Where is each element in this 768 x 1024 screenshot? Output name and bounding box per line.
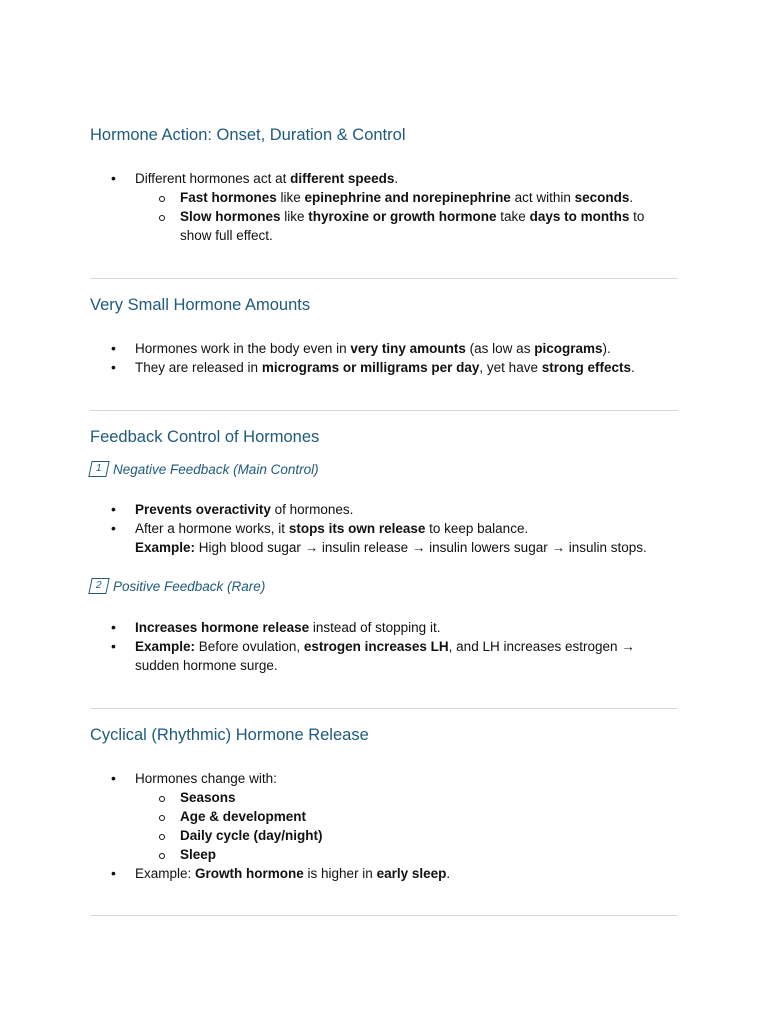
section-heading-cyclical-release: Cyclical (Rhythmic) Hormone Release (90, 726, 369, 744)
text: is higher in (303, 866, 377, 881)
bold-text: strong effects (541, 360, 631, 375)
list-item (90, 358, 678, 377)
bold-text: thyroxine or growth hormone (308, 209, 497, 224)
text: (as low as (465, 341, 535, 356)
subheading-positive-feedback (90, 578, 678, 594)
subheading-label: Positive Feedback (Rare) (113, 578, 266, 594)
bold-text: Sleep (180, 847, 217, 862)
text: After a hormone works, it (135, 521, 289, 536)
bold-text: picograms (534, 341, 603, 356)
bold-text: very tiny amounts (350, 341, 466, 356)
section-heading-small-amounts: Very Small Hormone Amounts (90, 296, 311, 314)
text: Hormones work in the body even in (135, 341, 351, 356)
number-badge (88, 578, 109, 594)
divider (90, 708, 678, 709)
text: of hormones. (270, 502, 354, 517)
subheading-label: Negative Feedback (Main Control) (113, 461, 319, 477)
bold-text: Example: (135, 639, 196, 654)
text: . (629, 190, 634, 205)
divider (90, 278, 678, 279)
text: Example: (135, 866, 196, 881)
list-item (90, 618, 678, 637)
list-item (135, 788, 678, 807)
text: to show full effect. (180, 209, 645, 243)
bold-text: different speeds (290, 171, 395, 186)
bold-text: Age & development (180, 809, 307, 824)
list-item (135, 845, 678, 864)
text: . (394, 171, 399, 186)
bold-text: micrograms or milligrams per day (261, 360, 480, 375)
bold-text: Fast hormones (180, 190, 277, 205)
text: to keep balance. (425, 521, 529, 536)
text: They are released in (135, 360, 262, 375)
text: ). (602, 341, 611, 356)
text: instead of stopping it. (309, 620, 441, 635)
list-item (135, 207, 678, 245)
number-badge-label: 2 (96, 580, 102, 591)
divider (90, 410, 678, 411)
bold-text: Example: (135, 540, 196, 555)
text: Before ovulation, (195, 639, 304, 654)
divider (90, 915, 678, 916)
bold-text: Slow hormones (180, 209, 281, 224)
text: like (280, 209, 309, 224)
list-item (90, 864, 678, 883)
number-badge (88, 461, 109, 477)
section-body-cyclical-release (90, 769, 678, 883)
text: , and LH increases estrogen → sudden hormone surge. (135, 639, 635, 673)
text: take (496, 209, 530, 224)
section-heading-hormone-action: Hormone Action: Onset, Duration & Control (90, 126, 406, 144)
list-item (90, 769, 678, 864)
bold-text: Seasons (180, 790, 236, 805)
section-body-negative-feedback (90, 500, 678, 557)
bold-text: Increases hormone release (135, 620, 310, 635)
text: Different hormones act at (135, 171, 291, 186)
list-item (135, 807, 678, 826)
bold-text: seconds (574, 190, 630, 205)
list-item (90, 637, 678, 675)
bold-text: epinephrine and norepinephrine (304, 190, 511, 205)
list-item (90, 519, 678, 557)
section-heading-feedback-control: Feedback Control of Hormones (90, 428, 320, 446)
text: like (276, 190, 305, 205)
section-body-hormone-action (90, 169, 678, 245)
text: Hormones change with: (135, 771, 277, 786)
number-badge-label: 1 (96, 463, 102, 474)
bold-text: stops its own release (288, 521, 426, 536)
text: , yet have (479, 360, 542, 375)
bold-text: estrogen increases LH (303, 639, 449, 654)
bold-text: days to months (529, 209, 630, 224)
bold-text: early sleep (376, 866, 447, 881)
section-body-small-amounts (90, 339, 678, 377)
list-item (90, 339, 678, 358)
text: . (446, 866, 451, 881)
list-item (90, 500, 678, 519)
bold-text: Prevents overactivity (135, 502, 271, 517)
text: High blood sugar → insulin release → insulin lowers sugar → insulin stops. (195, 540, 647, 555)
text: act within (510, 190, 575, 205)
list-item (90, 169, 678, 245)
section-body-positive-feedback (90, 618, 678, 675)
list-item (135, 826, 678, 845)
list-item (135, 188, 678, 207)
bold-text: Growth hormone (195, 866, 304, 881)
subheading-negative-feedback (90, 461, 678, 477)
bold-text: Daily cycle (day/night) (180, 828, 323, 843)
text: . (631, 360, 635, 375)
